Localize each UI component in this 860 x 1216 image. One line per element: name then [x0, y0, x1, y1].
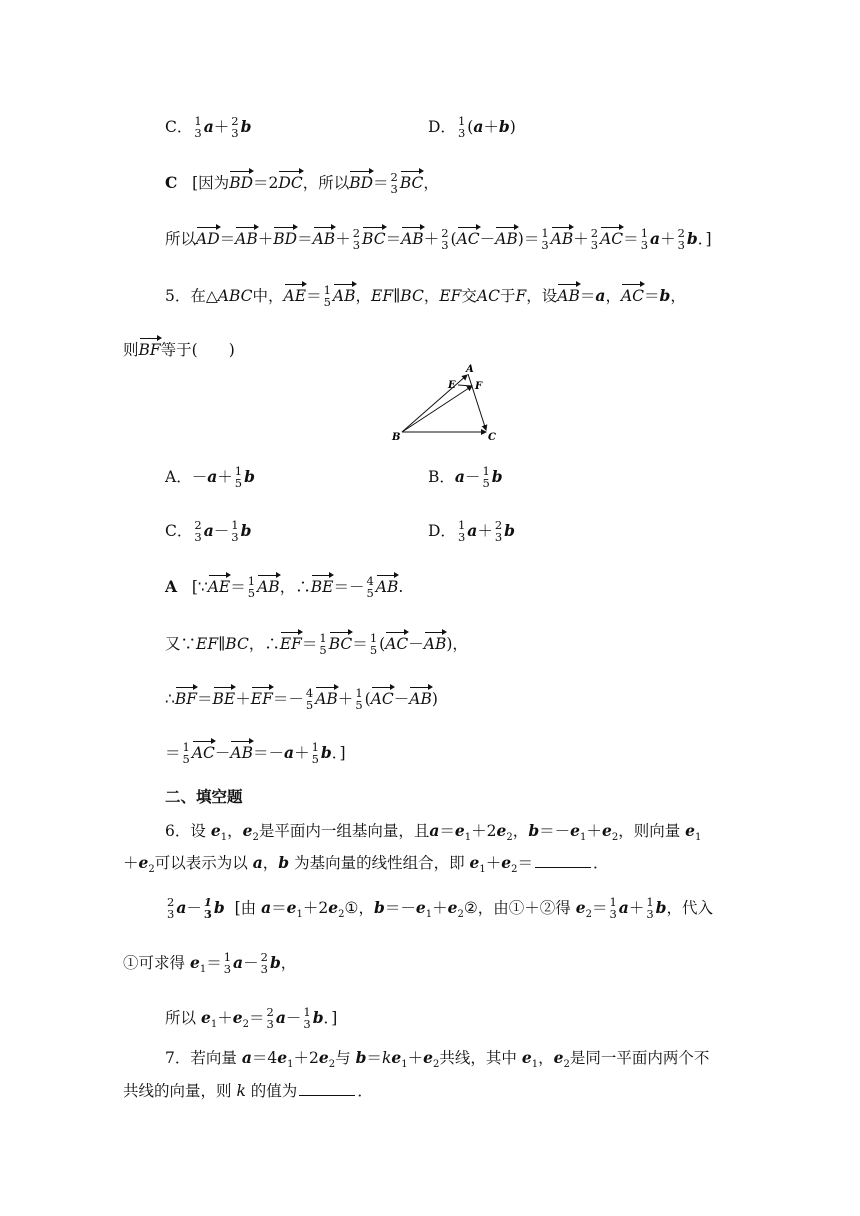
q6-answer-line1: 2 3 a－ 1 3 b [由 $a=e_1+2e_2①$，$b=-e_1+e_2②$，由①＋②得 $e_2=$ 1 3 a＋ 1 3 b，代入: [167, 895, 714, 922]
segment-ef: [458, 385, 472, 386]
q5-answer-letter: A: [165, 577, 178, 597]
q5-option-c: C． 2 3 a－ 1 3 b: [165, 518, 252, 545]
answer-blank[interactable]: [535, 866, 591, 868]
q6-answer-line2: ①可求得 $e_1=$ 1 3 a－ 2 3 b，: [123, 950, 297, 977]
q4-option-c: C． 1 3 a＋ 2 3 b: [165, 114, 252, 141]
q5-option-b: B．a－ 1 5 b: [428, 464, 503, 491]
q5-answer-line2: 又∵EF∥BC，∴EF＝ 1 5 BC＝ 1 5 (AC－AB)，: [165, 631, 468, 658]
q6-answer-line3: 所以 $e_1+e_2=$ 2 3 a－ 1 3 b．]: [165, 1005, 338, 1032]
section-title: 二、填空题: [165, 787, 243, 806]
q5-answer-line1: A [∵AE＝ 1 5 AB，∴BE＝－ 4 5 AB.: [165, 574, 404, 601]
q6-stem-line2: $+e_2$可以表示为以 a，b 为基向量的线性组合，即 $e_1+e_2=$ ．: [123, 853, 609, 876]
q5-option-d: D． 1 3 a＋ 2 3 b: [428, 518, 515, 545]
label-f: F: [475, 381, 483, 392]
label-e: E: [448, 380, 456, 391]
answer-blank[interactable]: [299, 1094, 355, 1096]
q5-option-a: A．－a＋ 1 5 b: [165, 464, 255, 491]
q5-stem-line2: 则BF等于( ): [123, 341, 235, 359]
q4-option-d: D． 1 3 (a＋b): [428, 114, 516, 141]
q6-stem-line1: 6．设 $e_1$，$e_2$是平面内一组基向量，且$a=e_1+2e_2$，$b=-e_1+e_2$，则向量 $e_1$: [165, 821, 702, 844]
label-c: C: [488, 432, 496, 443]
label-b: B: [392, 432, 401, 443]
q5-answer-line3: ∴BF＝BE＋EF＝－ 4 5 AB＋ 1 5 (AC－AB): [165, 686, 438, 713]
q5-stem-line1: 5．在△ABC中，AE＝ 1 5 AB，EF∥BC，EF交AC于F，设AB＝a，AC＝b，: [165, 283, 686, 310]
q7-stem-line1: 7．若向量 $a=4e_1+2e_2$与 $b=ke_1+e_2$共线，其中 $e_1$，$e_2$是同一平面内两个不: [165, 1048, 710, 1071]
q4-answer-letter: C: [165, 173, 178, 193]
triangle-figure: [390, 362, 505, 447]
q5-answer-line4: ＝ 1 5 AC－AB＝－a＋ 1 5 b．]: [165, 740, 346, 767]
q4-answer-line2: 所以AD＝AB＋BD＝AB＋ 2 3 BC＝AB＋ 2 3 (AC－AB)＝ 1 3 AB＋ 2 3 AC＝ 1 3 a＋ 2 3 b．]: [165, 226, 712, 253]
segment-bf: [402, 386, 472, 432]
segment-ba: [402, 375, 467, 432]
q4-answer-line1: C [因为BD＝2DC，所以BD＝ 2 3 BC，: [165, 170, 439, 197]
label-a: A: [466, 364, 474, 375]
q7-stem-line2: 共线的向量，则 k 的值为 ．: [123, 1082, 373, 1100]
